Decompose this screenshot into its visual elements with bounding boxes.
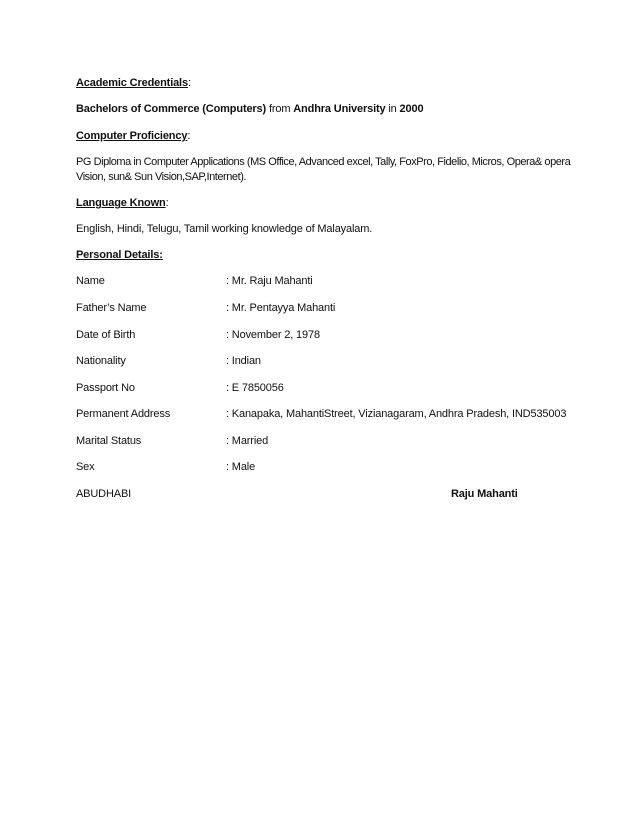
detail-label: Father’s Name	[76, 302, 147, 314]
language-heading: Language Known	[76, 197, 166, 209]
academic-heading-colon: :	[187, 77, 191, 89]
computer-heading-colon: :	[187, 130, 191, 142]
academic-degree-line	[76, 102, 423, 116]
in-word: in	[385, 103, 400, 115]
detail-row-permanent-address	[76, 407, 596, 421]
computer-proficiency-text: PG Diploma in Computer Applications (MS Office, Advanced excel, Tally, FoxPro, Fidelio, Micros, Opera& opera Vision, sun& Sun Vision,SAP,Internet).	[76, 156, 571, 183]
personal-heading: Personal Details:	[76, 249, 163, 261]
detail-row-marital-status	[76, 434, 596, 448]
detail-value: : Male	[226, 461, 256, 473]
detail-row-name	[76, 274, 596, 288]
detail-label: Passport No	[76, 382, 135, 394]
detail-row-date-of-birth	[76, 328, 596, 342]
detail-label: Sex	[76, 461, 95, 473]
detail-label: Date of Birth	[76, 329, 136, 341]
academic-heading-line	[76, 76, 191, 90]
detail-value: : November 2, 1978	[226, 329, 320, 341]
detail-label: Marital Status	[76, 435, 142, 447]
detail-value: : Mr. Raju Mahanti	[226, 275, 313, 287]
detail-row-fathers-name	[76, 301, 596, 315]
place-text: ABUDHABI	[76, 488, 132, 500]
degree-name: Bachelors of Commerce (Computers)	[76, 103, 267, 115]
computer-heading: Computer Proficiency	[76, 130, 188, 142]
detail-row-nationality	[76, 354, 596, 368]
language-heading-line	[76, 196, 168, 210]
detail-value: : Mr. Pentayya Mahanti	[226, 302, 336, 314]
language-heading-colon: :	[165, 197, 169, 209]
graduation-year: 2000	[399, 103, 424, 115]
academic-heading: Academic Credentials	[76, 77, 188, 89]
from-word: from	[266, 103, 294, 115]
detail-label: Permanent Address	[76, 408, 171, 420]
detail-value: : Indian	[226, 355, 261, 367]
detail-row-sex	[76, 460, 596, 474]
computer-heading-line	[76, 129, 190, 143]
detail-row-passport	[76, 381, 596, 395]
detail-label: Nationality	[76, 355, 126, 367]
languages-text: English, Hindi, Telugu, Tamil working knowledge of Malayalam.	[76, 223, 373, 235]
detail-value: : E 7850056	[226, 382, 284, 394]
signature-name: Raju Mahanti	[451, 488, 518, 500]
university-name: Andhra University	[293, 103, 386, 115]
detail-label: Name	[76, 275, 105, 287]
detail-value: : Kanapaka, MahantiStreet, Vizianagaram, Andhra Pradesh, IND535003	[226, 408, 567, 420]
detail-value: : Married	[226, 435, 269, 447]
